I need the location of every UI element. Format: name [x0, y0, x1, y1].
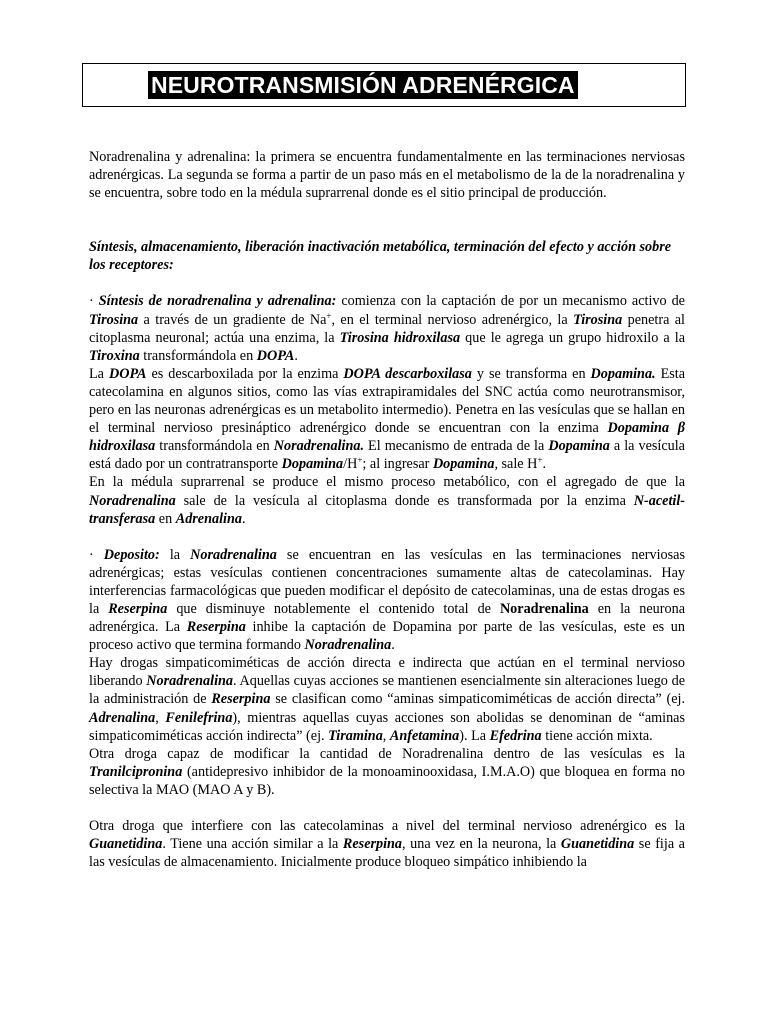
guanetidina-paragraph [89, 817, 685, 871]
term-reserpina: Reserpina [211, 691, 271, 708]
text: sale de la vesícula al citoplasma donde es transformada por la enzima [175, 492, 634, 509]
superscript: + [357, 455, 363, 466]
text: en [155, 510, 176, 527]
term-dopamina: Dopamina [432, 456, 495, 473]
term-noradrenalina: Noradrenalina. [273, 438, 365, 455]
term-noradrenalina: Noradrenalina [89, 492, 176, 509]
section-heading: Síntesis, almacenamiento, liberación inactivación metabólica, terminación del efecto y acción sobre los receptores: [89, 239, 672, 274]
text: penetra al citoplasma neuronal; actúa una enzima, la [89, 311, 685, 346]
title-box [82, 63, 686, 107]
text: . [391, 637, 395, 654]
term-adrenalina: Adrenalina [89, 709, 156, 726]
text: inhibe la captación de Dopamina por parte de las vesículas, este es un proceso activo que termina formando [89, 619, 685, 654]
text: Otra droga capaz de modificar la cantidad de Noradrenalina dentro de las vesículas es la [89, 745, 685, 762]
deposito-label: Deposito: [103, 546, 160, 563]
synthesis-paragraph [89, 292, 685, 364]
term-n-acetil-transferasa: N-acetil-transferasa [89, 492, 685, 527]
text: tiene acción mixta. [541, 727, 653, 744]
term-noradrenalina: Noradrenalina [190, 546, 277, 563]
term-tirosina: Tirosina [89, 311, 139, 328]
term-reserpina: Reserpina [186, 619, 246, 636]
text: . Tiene una acción similar a la [162, 836, 343, 853]
document-body [89, 148, 685, 871]
text: El mecanismo de entrada de la [364, 438, 549, 455]
term-dopa: DOPA [256, 347, 295, 364]
term-tiramina: Tiramina [328, 727, 383, 744]
term-noradrenalina: Noradrenalina [304, 637, 392, 654]
term-tirosina: Tirosina [573, 311, 623, 328]
text: la [159, 546, 191, 563]
term-noradrenalina: Noradrenalina [499, 600, 589, 617]
text: comienza con la captación de por un mecanismo activo de [336, 293, 685, 310]
text: , sale H [494, 456, 538, 473]
term-guanetidina: Guanetidina [89, 836, 163, 853]
text: (antidepresivo inhibidor de la monoaminooxidasa, I.M.A.O) que bloquea en forma no selectiva la MAO (MAO A y B). [89, 763, 685, 798]
term-reserpina: Reserpina [342, 836, 403, 853]
text: /H [343, 456, 358, 473]
text: que le agrega un grupo hidroxilo a la [460, 329, 686, 346]
term-adrenalina: Adrenalina [175, 510, 242, 527]
term-efedrina: Efedrina [489, 727, 542, 744]
superscript: + [537, 455, 543, 466]
bullet: · [89, 293, 99, 310]
intro-paragraph: Noradrenalina y adrenalina: la primera se encuentra fundamentalmente en las terminaciones nerviosas adrenérgicas. La segunda se forma a partir de un paso más en el metabolismo de la de la noradrenalina y se encuentra, sobre todo en la médula suprarrenal donde es el sitio principal de producción. [89, 149, 685, 202]
term-dopamina: Dopamina [281, 456, 344, 473]
text: ; al ingresar [362, 456, 433, 473]
otra-paragraph [89, 745, 685, 799]
text: ). La [459, 727, 490, 744]
superscript: + [326, 310, 332, 321]
drogas-paragraph [89, 654, 685, 744]
term-anfetamina: Anfetamina [389, 727, 460, 744]
text: Hay drogas simpaticomiméticas de acción directa e indirecta que actúan en el terminal nervioso liberando [89, 655, 685, 690]
text: Otra droga que interfiere con las catecolaminas a nivel del terminal nervioso adrenérgico es la [89, 818, 685, 834]
text: en la neurona adrenérgica. La [89, 600, 685, 636]
term-dopamina-hidroxilasa: Dopamina β hidroxilasa [89, 420, 686, 455]
text: Esta catecolamina en algunos sitios, como las vías extrapiramidales del SNC actúa como neurotransmisor, pero en las neuronas adrenérgicas es un metabolito intermedio). Penetra en las vesículas que se hallan en el terminal nervioso presináptico adrenérgico donde se encuentran con la enzima [89, 365, 685, 437]
synthesis-label: Síntesis de noradrenalina y adrenalina: [98, 293, 337, 310]
term-dopamina: Dopamina. [590, 365, 656, 382]
text: . [241, 510, 246, 527]
term-dopa: DOPA [108, 365, 147, 382]
term-reserpina: Reserpina [108, 600, 168, 617]
text: , [155, 709, 166, 726]
dopa-paragraph [89, 365, 685, 474]
text: , en el terminal nervioso adrenérgico, la [331, 311, 574, 328]
term-fenilefrina: Fenilefrina [165, 709, 233, 726]
text: transformándola en [155, 438, 274, 455]
deposito-paragraph [89, 546, 685, 655]
text: , una vez en la neurona, la [402, 836, 561, 853]
term-dopamina: Dopamina [548, 438, 610, 455]
text: se fija a las vesículas de almacenamiento. Inicialmente produce bloqueo simpático inhibiendo la [89, 836, 685, 871]
text: . Aquellas cuyas acciones se mantienen esencialmente sin alteraciones luego de la administración de [89, 673, 685, 708]
text: se encuentran en las vesículas en las terminaciones nerviosas adrenérgicas; estas vesículas contienen concentraciones sumamente altas de catecolaminas. Hay interferencias farmacológicas que pueden modificar el depósito de catecolaminas, una de estas drogas es la [89, 546, 685, 617]
text: se clasifican como “aminas simpaticomiméticas de acción directa” (ej. [270, 691, 685, 708]
text: . [542, 456, 547, 473]
term-tiroxina: Tiroxina [89, 347, 140, 364]
term-tirosina-hidroxilasa: Tirosina hidroxilasa [339, 329, 461, 346]
page-title: NEUROTRANSMISIÓN ADRENÉRGICA [148, 71, 578, 99]
term-noradrenalina: Noradrenalina [146, 673, 234, 690]
term-guanetidina: Guanetidina [560, 836, 635, 853]
term-tranilcipronina: Tranilcipronina [89, 763, 183, 780]
text: . [294, 347, 298, 364]
text: transformándola en [139, 347, 257, 364]
text: , [382, 727, 390, 744]
term-dopa-descarboxilasa: DOPA descarboxilasa [343, 365, 472, 382]
text: En la médula suprarrenal se produce el mismo proceso metabólico, con el agregado de que la [89, 474, 685, 491]
text: a través de un gradiente de Na [138, 311, 327, 328]
medula-paragraph [89, 473, 685, 527]
text: La [89, 365, 109, 382]
text: y se transforma en [471, 365, 591, 382]
bullet: · [89, 546, 104, 563]
text: ), mientras aquellas cuyas acciones son abolidas se denominan de “aminas simpaticomiméticas acción indirecta” (ej. [89, 709, 686, 744]
text: a la vesícula está dado por un contratransporte [89, 438, 685, 473]
text: que disminuye notablemente el contenido total de [167, 600, 500, 617]
text: es descarboxilada por la enzima [146, 365, 344, 382]
